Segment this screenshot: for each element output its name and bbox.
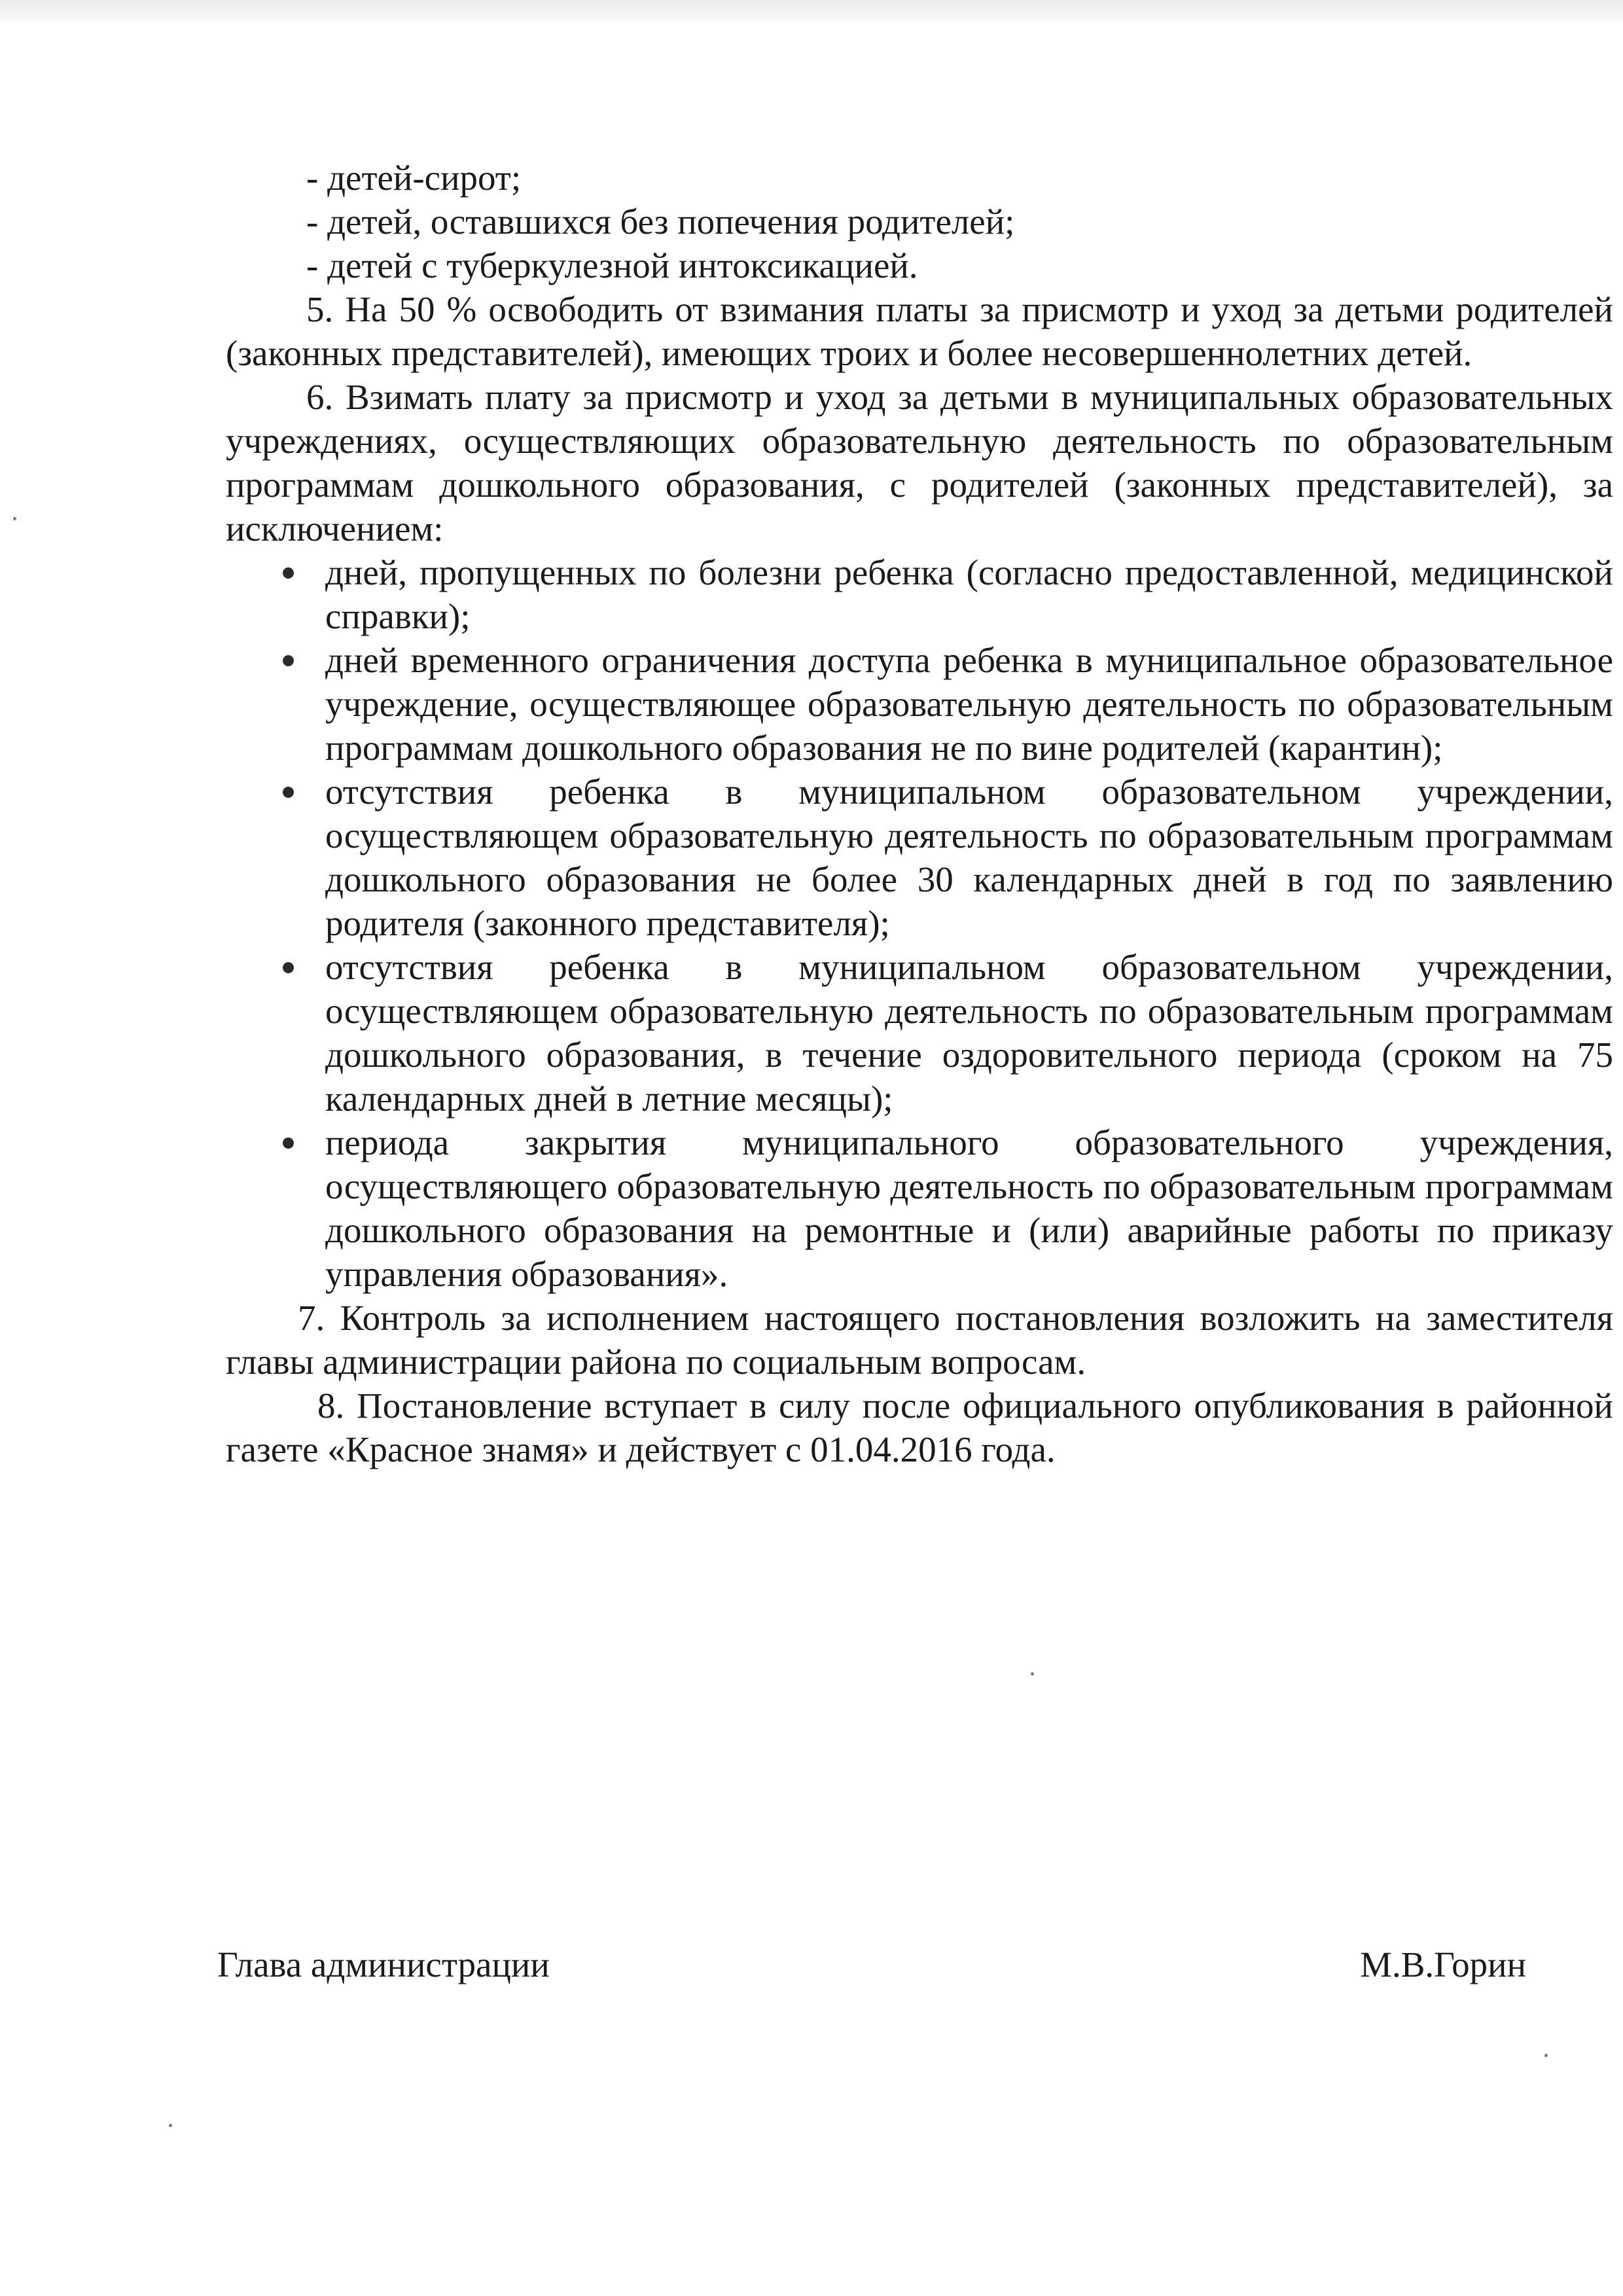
- paragraph-7-text: 7. Контроль за исполнением настоящего постановления возложить на заместителя главы администрации района по социальным вопросам.: [226, 1298, 1613, 1382]
- paragraph-5: [226, 287, 1613, 375]
- paragraph-7: [226, 1296, 1613, 1384]
- bullet-text: дней временного ограничения доступа ребенка в муниципальное образовательное учреждение, осуществляющее образовательную деятельность по образовательным программам дошкольного образования не по вине родителей (карантин);: [325, 640, 1613, 768]
- scan-speck: [1544, 2054, 1548, 2057]
- scan-speck: [169, 2124, 172, 2127]
- list-item: - детей с туберкулезной интоксикацией.: [306, 245, 918, 285]
- bullet-icon: [283, 1138, 294, 1149]
- bullet-icon: [283, 567, 294, 579]
- bullet-text: отсутствия ребенка в муниципальном образовательном учреждении, осуществляющем образовательную деятельность по образовательным программам дошкольного образования, в течение оздоровительного периода (сроком на 75 календарных дней в летние месяцы);: [325, 947, 1613, 1119]
- bullet-item: [226, 1121, 1613, 1296]
- bullet-icon: [283, 787, 294, 798]
- signatory-position: Глава администрации: [217, 1945, 550, 1984]
- paragraph-8: [226, 1384, 1613, 1471]
- document-body: [226, 156, 1613, 1471]
- bullet-text: дней, пропущенных по болезни ребенка (согласно предоставленной, медицинской справки);: [325, 552, 1613, 636]
- bullet-text: отсутствия ребенка в муниципальном образовательном учреждении, осуществляющем образовательную деятельность по образовательным программам дошкольного образования не более 30 календарных дней в год по заявлению родителя (законного представителя);: [325, 772, 1613, 943]
- bullet-item: [226, 638, 1613, 770]
- bullet-item: [226, 770, 1613, 945]
- signature-block: [217, 1943, 1526, 1986]
- bullet-icon: [283, 962, 294, 973]
- bullet-item: [226, 550, 1613, 638]
- bullet-icon: [283, 655, 294, 666]
- list-item: - детей, оставшихся без попечения родителей;: [306, 202, 1015, 242]
- bullet-text: периода закрытия муниципального образовательного учреждения, осуществляющего образовательную деятельность по образовательным программам дошкольного образования на ремонтные и (или) аварийные работы по приказу управления образования».: [325, 1122, 1613, 1294]
- paragraph-6: [226, 375, 1613, 550]
- signatory-name: М.В.Горин: [1360, 1945, 1526, 1984]
- paragraph-5-text: 5. На 50 % освободить от взимания платы за присмотр и уход за детьми родителей (законных представителей), имеющих троих и более несовершеннолетних детей.: [226, 289, 1613, 373]
- list-item: - детей-сирот;: [306, 158, 522, 198]
- exceptions-list: [226, 550, 1613, 1296]
- scan-speck: [1031, 1672, 1034, 1676]
- paragraph-6-text: 6. Взимать плату за присмотр и уход за детьми в муниципальных образовательных учреждениях, осуществляющих образовательную деятельность по образовательным программам дошкольного образования, с родителей (законных представителей), за исключением:: [226, 377, 1613, 548]
- paragraph-8-text: 8. Постановление вступает в силу после официального опубликования в районной газете «Красное знамя» и действует с 01.04.2016 года.: [226, 1386, 1613, 1469]
- scan-speck: [13, 517, 16, 520]
- scan-edge-shadow: [0, 0, 1623, 26]
- bullet-item: [226, 945, 1613, 1121]
